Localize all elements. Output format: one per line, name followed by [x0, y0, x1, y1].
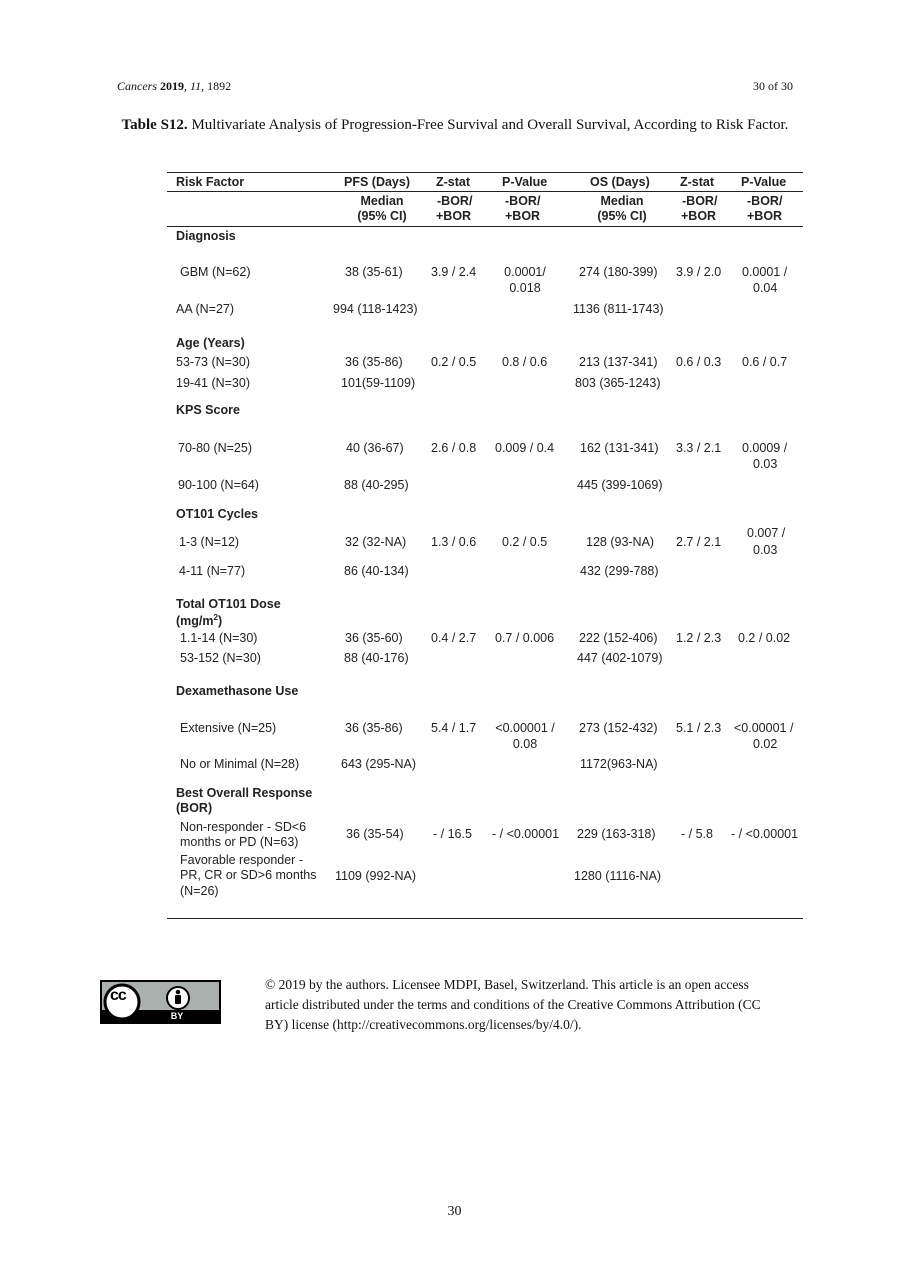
row-dose1-z1: 0.4 / 2.7: [431, 631, 477, 645]
row-kps2-label: 90-100 (N=64): [178, 478, 259, 492]
row-dex2-label: No or Minimal (N=28): [180, 757, 300, 771]
header-zstat-os: Z-stat: [680, 175, 715, 189]
section-age: Age (Years): [176, 336, 245, 350]
row-gbm-p1-b: 0.018: [509, 281, 541, 295]
section-kps: KPS Score: [176, 403, 240, 417]
row-gbm-z1: 3.9 / 2.4: [431, 265, 477, 279]
dose-unit-close: ): [217, 614, 223, 629]
subheader-p2-a: -BOR/: [747, 194, 783, 208]
row-dex1-label: Extensive (N=25): [180, 721, 277, 735]
row-kps1-z2: 3.3 / 2.1: [676, 441, 722, 455]
row-age2-label: 19-41 (N=30): [176, 376, 250, 390]
row-dex1-os: 273 (152-432): [579, 721, 658, 735]
header-pfs: PFS (Days): [344, 175, 410, 189]
row-cycles1-p2-b: 0.03: [753, 543, 778, 557]
row-bor1-os: 229 (163-318): [577, 827, 656, 841]
subheader-pfs-ci: (95% CI): [357, 209, 407, 223]
row-bor2-label-b: PR, CR or SD>6 months: [180, 868, 317, 882]
row-dex2-pfs: 643 (295-NA): [341, 757, 417, 771]
row-dose2-label: 53-152 (N=30): [180, 651, 261, 665]
row-bor1-z2: - / 5.8: [681, 827, 713, 841]
cc-logo-text: cc: [110, 987, 126, 1004]
table-caption-text: Multivariate Analysis of Progression-Free Survival and Overall Survival, According to Risk Factor.: [191, 117, 789, 133]
row-cycles2-os: 432 (299-788): [580, 564, 659, 578]
row-dex1-pfs: 36 (35-86): [345, 721, 403, 735]
subheader-z1-a: -BOR/: [437, 194, 473, 208]
article-number: 1892: [207, 79, 232, 93]
subheader-p1-a: -BOR/: [505, 194, 541, 208]
row-dex1-p1-a: <0.00001 /: [495, 721, 555, 735]
row-bor2-pfs: 1109 (992-NA): [335, 869, 417, 883]
row-aa-os: 1136 (811-1743): [573, 302, 664, 316]
running-header-citation: Cancers 2019, 11, 1892: [117, 79, 232, 93]
row-age1-os: 213 (137-341): [579, 355, 658, 369]
row-bor1-pfs: 36 (35-54): [346, 827, 404, 841]
row-dose2-os: 447 (402-1079): [577, 651, 663, 665]
row-age1-z2: 0.6 / 0.3: [676, 355, 722, 369]
row-gbm-pfs: 38 (35-61): [345, 265, 403, 279]
by-label: BY: [170, 1011, 184, 1021]
section-bor-abbrev: (BOR): [176, 801, 213, 815]
row-kps1-pfs: 40 (36-67): [346, 441, 404, 455]
row-cycles2-pfs: 86 (40-134): [344, 564, 409, 578]
row-gbm-p2-b: 0.04: [753, 281, 778, 295]
journal-volume: 11: [190, 79, 202, 93]
row-cycles1-p1: 0.2 / 0.5: [502, 535, 548, 549]
header-pvalue-os: P-Value: [741, 175, 787, 189]
row-dose1-p1: 0.7 / 0.006: [495, 631, 555, 645]
row-gbm-label: GBM (N=62): [180, 265, 251, 279]
row-age1-label: 53-73 (N=30): [176, 355, 250, 369]
row-dose1-os: 222 (152-406): [579, 631, 658, 645]
table-caption: [100, 115, 810, 135]
row-cycles1-pfs: 32 (32-NA): [345, 535, 407, 549]
header-os: OS (Days): [590, 175, 650, 189]
cc-by-badge: [100, 980, 221, 1024]
row-dex2-os: 1172(963-NA): [580, 757, 658, 771]
row-age1-p1: 0.8 / 0.6: [502, 355, 548, 369]
row-aa-pfs: 994 (118-1423): [333, 302, 418, 316]
subheader-z2-a: -BOR/: [682, 194, 718, 208]
row-kps1-z1: 2.6 / 0.8: [431, 441, 477, 455]
row-age1-pfs: 36 (35-86): [345, 355, 403, 369]
section-dose-unit: [176, 613, 222, 628]
row-dex1-p2-a: <0.00001 /: [734, 721, 794, 735]
row-cycles2-label: 4-11 (N=77): [179, 564, 246, 578]
header-pvalue-pfs: P-Value: [502, 175, 548, 189]
row-aa-label: AA (N=27): [176, 302, 235, 316]
subheader-p2-b: +BOR: [747, 209, 783, 223]
dose-unit-text: (mg/m: [176, 614, 214, 629]
subheader-z1-b: +BOR: [436, 209, 472, 223]
row-gbm-os: 274 (180-399): [579, 265, 658, 279]
row-kps1-os: 162 (131-341): [580, 441, 659, 455]
table-header-rule: [167, 191, 803, 192]
section-bor-title: Best Overall Response: [176, 786, 313, 800]
row-age2-os: 803 (365-1243): [575, 376, 661, 390]
row-age2-pfs: 101(59-1109): [341, 376, 416, 390]
row-bor2-label-c: (N=26): [180, 884, 219, 898]
row-cycles1-z1: 1.3 / 0.6: [431, 535, 477, 549]
journal-year: 2019: [160, 79, 184, 93]
subheader-pfs-median: Median: [360, 194, 404, 208]
row-bor1-label-a: Non-responder - SD<6: [180, 820, 307, 834]
row-cycles1-z2: 2.7 / 2.1: [676, 535, 722, 549]
row-kps2-pfs: 88 (40-295): [344, 478, 409, 492]
page-number: 30: [447, 1204, 462, 1219]
row-dose1-p2: 0.2 / 0.02: [738, 631, 791, 645]
running-header-page: 30 of 30: [753, 79, 793, 93]
row-cycles1-os: 128 (93-NA): [586, 535, 655, 549]
subheader-p1-b: +BOR: [505, 209, 541, 223]
row-kps1-p2-b: 0.03: [753, 457, 778, 471]
table-subheader-rule: [167, 226, 803, 227]
row-dex1-p2-b: 0.02: [753, 737, 778, 751]
row-bor2-label-a: Favorable responder -: [180, 853, 303, 867]
table-caption-label: Table S12.: [121, 117, 188, 133]
section-diagnosis: Diagnosis: [176, 229, 236, 243]
row-bor1-label-b: months or PD (N=63): [180, 835, 299, 849]
section-dose-title: Total OT101 Dose: [176, 597, 281, 611]
row-age1-p2: 0.6 / 0.7: [742, 355, 788, 369]
row-kps2-os: 445 (399-1069): [577, 478, 663, 492]
license-text: © 2019 by the authors. Licensee MDPI, Basel, Switzerland. This article is an open access article distributed under the terms and conditions of the Creative Commons Attribution (CC BY) license (http://creativecommons.org/licenses/by/4.0/).: [265, 977, 761, 1032]
row-dose1-pfs: 36 (35-60): [345, 631, 403, 645]
table-top-rule: [167, 172, 803, 173]
subheader-os-ci: (95% CI): [597, 209, 647, 223]
row-kps1-p1: 0.009 / 0.4: [495, 441, 555, 455]
section-dex: Dexamethasone Use: [176, 684, 299, 698]
row-gbm-z2: 3.9 / 2.0: [676, 265, 722, 279]
row-gbm-p1-a: 0.0001/: [504, 265, 546, 279]
row-bor1-z1: - / 16.5: [433, 827, 472, 841]
row-bor1-p1: - / <0.00001: [492, 827, 560, 841]
header-zstat-pfs: Z-stat: [436, 175, 471, 189]
section-cycles: OT101 Cycles: [176, 507, 258, 521]
row-dose1-label: 1.1-14 (N=30): [180, 631, 258, 645]
dose-unit-sup: 2: [213, 613, 218, 622]
row-age1-z1: 0.2 / 0.5: [431, 355, 477, 369]
row-kps1-p2-a: 0.0009 /: [742, 441, 788, 455]
row-cycles1-p2-a: 0.007 /: [747, 526, 786, 540]
table-bottom-rule: [167, 918, 803, 919]
journal-name: Cancers: [117, 79, 157, 93]
row-bor2-os: 1280 (1116-NA): [574, 869, 662, 883]
row-dex1-z2: 5.1 / 2.3: [676, 721, 722, 735]
subheader-os-median: Median: [600, 194, 644, 208]
multivariate-table: [167, 172, 803, 920]
row-dose2-pfs: 88 (40-176): [344, 651, 409, 665]
row-bor1-p2: - / <0.00001: [731, 827, 799, 841]
row-kps1-label: 70-80 (N=25): [178, 441, 252, 455]
subheader-z2-b: +BOR: [681, 209, 717, 223]
row-gbm-p2-a: 0.0001 /: [742, 265, 788, 279]
row-dose1-z2: 1.2 / 2.3: [676, 631, 722, 645]
row-dex1-z1: 5.4 / 1.7: [431, 721, 477, 735]
row-dex1-p1-b: 0.08: [512, 737, 538, 751]
row-cycles1-label: 1-3 (N=12): [179, 535, 240, 549]
header-risk-factor: Risk Factor: [176, 175, 245, 189]
